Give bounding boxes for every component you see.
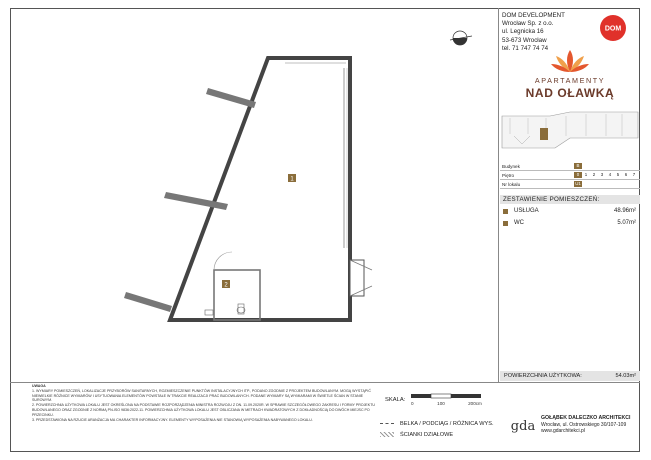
scale-bar <box>385 393 489 407</box>
svg-text:gda: gda <box>510 419 536 434</box>
row-nr-lokalu <box>500 180 640 189</box>
cell-value: B <box>574 163 582 169</box>
dashed-line-icon <box>380 423 394 424</box>
legend <box>380 418 494 440</box>
dom-logo-icon <box>596 14 630 42</box>
wall-stub-1 <box>206 88 256 108</box>
cell-value: 0 <box>574 172 582 178</box>
row-label: Budynek <box>502 163 520 169</box>
wall-stub-3 <box>124 292 172 312</box>
developer-city: 53-673 Wrocław <box>502 36 547 44</box>
row-label: Piętro <box>502 172 515 178</box>
note-item: 2. POWIERZCHNIA UŻYTKOWA LOKALU JEST OKREŚLONA NA PODSTAWIE ROZPORZĄDZENIA MINISTRA ROZWOJU Z DN. 11.09.2020R. W SPRAWIE SZCZEGÓŁOWEGO ZAKRESU I FORMY PROJEKTU BUDOWLANEGO ORAZ ZGODNIE Z NORMĄ PN-ISO 9836:2022-11. POWIERZCHNIA UŻYTKOWA LOKALU JEST OBLICZANA W METRACH KWADRATOWYCH Z DOKŁADNOŚCIĄ DO DWÓCH MIEJSC PO PRZECINKU. <box>32 403 375 417</box>
cell-value: 4 <box>608 172 612 177</box>
brand-block <box>505 46 635 104</box>
room-name: WC <box>514 220 524 226</box>
svg-text:200cm: 200cm <box>468 401 483 406</box>
room-area: 5.07m² <box>617 220 636 226</box>
room-row <box>500 218 640 228</box>
unit-info-table <box>500 162 640 189</box>
room-swatch <box>503 221 508 226</box>
legend-item <box>380 429 494 440</box>
room-area: 48.96m² <box>613 208 636 214</box>
notes-title: UWAGA <box>32 384 46 388</box>
row-label: Nr lokalu <box>502 181 521 187</box>
cell-value: 5 <box>616 172 620 177</box>
architect-web: www.gdarchitekci.pl <box>541 428 585 435</box>
architect-name: GOŁĄBEK DALECZKO ARCHITEKCI <box>541 414 631 421</box>
cell-value: 6 <box>624 172 628 177</box>
room-1-number: 1 <box>290 176 294 183</box>
footer-separator <box>10 382 640 383</box>
note-item: 1. WYMIARY POMIESZCZEŃ, LOKALIZACJE PRZYBORÓW SANITARNYCH, ROZMIESZCZENIE PUNKTÓW INSTALACYJNYCH ITP., PODANO ZGODNIE Z PROJEKTEM BUDOWLANYM. MOGĄ WYSTĄPIĆ NIEWIELKIE RÓŻNICE WYMIARÓW I USYTUOWANIA ELEMENTÓW POWSTAŁE W TRAKCIE REALIZACJI PRAC BUDOWLANYCH. PODANE WYMIARY SĄ WYMIARAMI W ŚWIETLE ŚCIAN W STANIE SUROWYM. <box>32 388 371 403</box>
row-budynek <box>500 162 640 171</box>
hatch-pattern-icon <box>380 432 394 437</box>
brand-line2: NAD OŁAWKĄ <box>525 86 615 100</box>
floor-plan <box>10 8 490 382</box>
architect-logo-icon <box>510 414 536 436</box>
svg-text:0: 0 <box>411 401 414 406</box>
notes-block <box>32 384 382 422</box>
developer-company: Wrocław Sp. z o.o. <box>502 20 554 28</box>
svg-text:DOM: DOM <box>604 25 622 33</box>
total-area <box>500 371 640 381</box>
cell-value: 2 <box>592 172 596 177</box>
total-area-label: POWIERZCHNIA UŻYTKOWA: <box>504 373 582 379</box>
room-2-number: 2 <box>224 282 228 289</box>
legend-item <box>380 418 494 429</box>
room-swatch <box>503 209 508 214</box>
note-item: 3. PRZEDSTAWIONA NA RZUCIE ARANŻACJA MA CHARAKTER INFORMACYJNY. ELEMENTY WYPOSAŻENIA NIE STANOWIĄ WYPOSAŻENIA NABYWANEGO LOKALU. <box>32 417 313 422</box>
room-name: USŁUGA <box>514 208 539 214</box>
row-pietro <box>500 171 640 180</box>
wc-partition <box>214 270 260 320</box>
developer-street: ul. Legnicka 16 <box>502 28 544 36</box>
room-row <box>500 206 640 216</box>
developer-name: DOM DEVELOPMENT <box>502 12 565 19</box>
scale-graphic <box>409 393 489 407</box>
legend-label: BELKA / PODCIĄG / RÓŻNICA WYS. <box>400 420 494 427</box>
legend-label: ŚCIANKI DZIAŁOWE <box>400 431 454 438</box>
developer-phone: tel. 71 747 74 74 <box>502 44 549 52</box>
key-plan <box>500 108 640 158</box>
total-area-value: 54.03m² <box>615 373 636 379</box>
cell-value: 3 <box>600 172 604 177</box>
rooms-summary-title: ZESTAWIENIE POMIESZCZEŃ: <box>500 195 640 204</box>
lotus-logo-icon <box>550 48 590 76</box>
architect-block <box>510 414 630 436</box>
architect-address: Wrocław, ul. Ostrowskiego 30/107-109 <box>541 421 627 428</box>
cell-value: U1 <box>575 181 581 186</box>
wc-door-swing <box>214 252 232 270</box>
cell-value: 1 <box>584 172 588 177</box>
scale-label: SKALA: <box>385 397 406 403</box>
cell-value: 7 <box>632 172 636 177</box>
sink-fixture <box>205 310 213 315</box>
svg-text:100: 100 <box>437 401 446 406</box>
brand-line1: APARTAMENTY <box>534 76 606 85</box>
